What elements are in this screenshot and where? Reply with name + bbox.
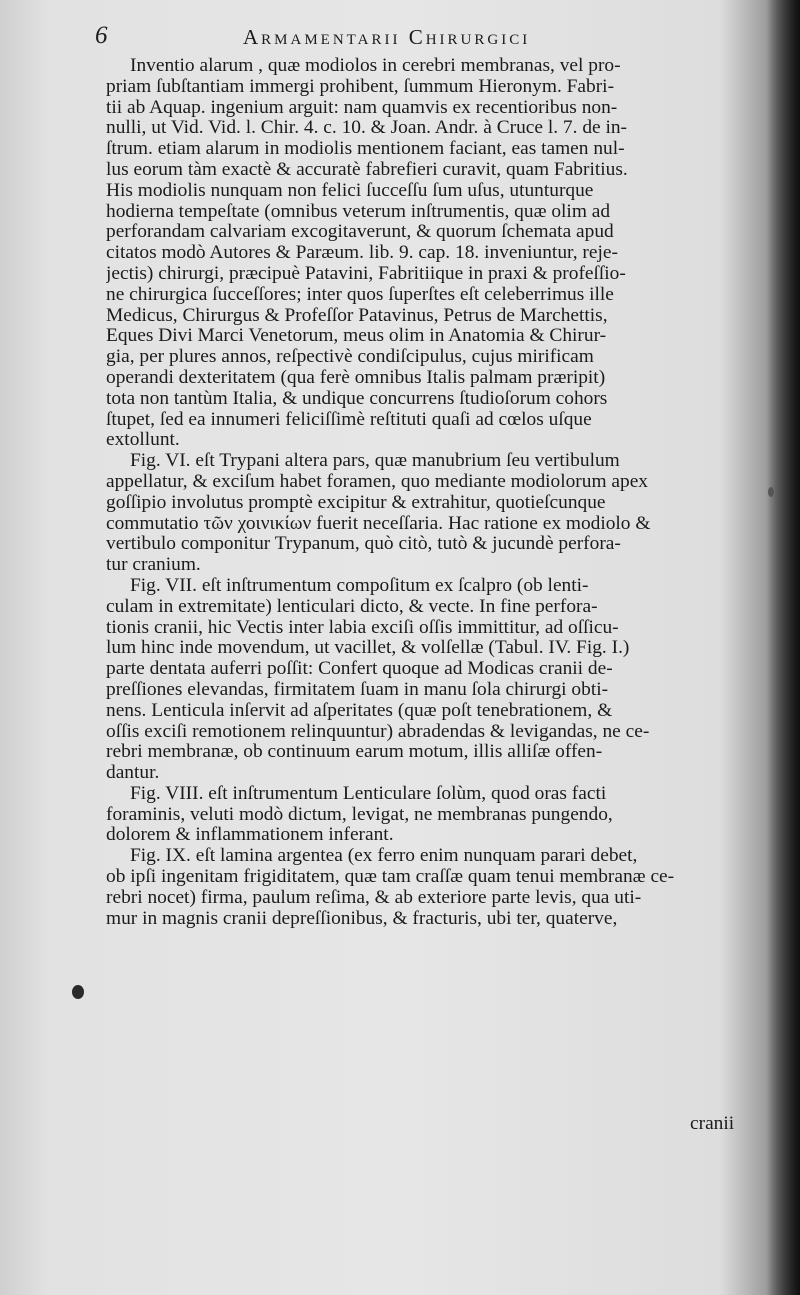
text-line: perforandam calvariam excogitaverunt, & quorum ſchemata apud xyxy=(106,222,614,243)
text-line: rebri nocet) firma, paulum reſima, & ab exteriore parte levis, qua uti- xyxy=(106,887,642,908)
ink-blot xyxy=(72,985,84,999)
text-line: tii ab Aquap. ingenium arguit: nam quamvis ex recentioribus non- xyxy=(106,97,618,118)
text-line: ob ipſi ingenitam frigiditatem, quæ tam craſſæ quam tenui membranæ ce- xyxy=(106,867,675,888)
text-line: Fig. VII. eſt inſtrumentum compoſitum ex ſcalpro (ob lenti- xyxy=(130,575,589,596)
page-number: 6 xyxy=(95,22,108,49)
text-line: Fig. IX. eſt lamina argentea (ex ferro enim nunquam parari debet, xyxy=(130,846,638,867)
text-line: Fig. VI. eſt Trypani altera pars, quæ manubrium ſeu vertibulum xyxy=(130,451,620,472)
text-line: parte dentata auferri poſſit: Confert quoque ad Modicas cranii de- xyxy=(106,659,613,680)
text-line: tota non tantùm Italia, & undique concurrens ſtudioſorum cohors xyxy=(106,388,608,409)
text-line: gia, per plures annos, reſpectivè condiſcipulus, cujus mirificam xyxy=(106,347,594,368)
text-line: Inventio alarum , quæ modiolos in cerebri membranas, vel pro- xyxy=(130,56,621,76)
text-line: priam ſubſtantiam immergi prohibent, ſummum Hieronym. Fabri- xyxy=(106,76,615,97)
text-line: ne chirurgica ſucceſſores; inter quos ſuperſtes eſt celeberrimus ille xyxy=(106,284,614,305)
text-line: nens. Lenticula inſervit ad aſperitates (quæ poſt tenebrationem, & xyxy=(106,700,613,721)
text-line: jectis) chirurgi, præcipuè Patavini, Fabritiique in praxi & profeſſio- xyxy=(106,263,626,284)
text-line: vertibulo componitur Trypanum, quò citò, tutò & jucundè perfora- xyxy=(106,534,621,555)
text-line: Fig. VIII. eſt inſtrumentum Lenticulare ſolùm, quod oras facti xyxy=(130,783,607,804)
text-line: hodierna tempeſtate (omnibus veterum inſtrumentis, quæ olim ad xyxy=(106,201,611,222)
text-line: Medicus, Chirurgus & Profeſſor Patavinus, Petrus de Marchettis, xyxy=(106,305,608,326)
text-line: oſſis exciſi remotionem relinquuntur) abradendas & levigandas, ne ce- xyxy=(106,721,650,742)
page-header xyxy=(95,22,745,56)
text-line: nulli, ut Vid. Vid. l. Chir. 4. c. 10. & Joan. Andr. à Cruce l. 7. de in- xyxy=(106,118,628,139)
text-line: ſtupet, ſed ea innumeri feliciſſimè reſtituti quaſi ad cœlos uſque xyxy=(106,409,592,430)
text-line: goſſipio involutus promptè excipitur & extrahitur, quotieſcunque xyxy=(106,492,606,513)
text-line: foraminis, veluti modò dictum, levigat, ne membranas pungendo, xyxy=(106,804,613,825)
text-line: dolorem & inflammationem inferant. xyxy=(106,825,394,846)
text-line: preſſiones elevandas, firmitatem ſuam in manu ſola chirurgi obti- xyxy=(106,679,609,700)
catchword: cranii xyxy=(690,1113,735,1134)
text-line: dantur. xyxy=(106,763,160,784)
text-line: appellatur, & exciſum habet foramen, quo mediante modiolorum apex xyxy=(106,471,648,492)
ink-blot xyxy=(768,487,774,497)
text-line: rebri membranæ, ob continuum earum motum, illis alliſæ offen- xyxy=(106,742,603,763)
text-line: citatos modò Autores & Paræum. lib. 9. cap. 18. inveniuntur, reje- xyxy=(106,243,618,264)
text-line: Eques Divi Marci Venetorum, meus olim in Anatomia & Chirur- xyxy=(106,326,607,347)
text-line: commutatio τῶν χοινικίων fuerit neceſſaria. Hac ratione ex modiolo & xyxy=(106,513,651,534)
page-gutter-shadow xyxy=(766,0,800,1295)
running-head: Armamentarii Chirurgici xyxy=(243,25,531,49)
text-line: lus eorum tàm exactè & accuratè fabrefieri curavit, quam Fabritius. xyxy=(106,159,628,180)
text-line: operandi dexteritatem (qua ferè omnibus Italis palmam præripit) xyxy=(106,367,606,388)
text-line: culam in extremitate) lenticulari dicto, & vecte. In fine perfora- xyxy=(106,596,598,617)
text-line: mur in magnis cranii depreſſionibus, & fracturis, ubi ter, quaterve, xyxy=(106,908,618,929)
text-line: extollunt. xyxy=(106,430,180,451)
text-line: tionis cranii, hic Vectis inter labia exciſi oſſis immittitur, ad oſſicu- xyxy=(106,617,619,638)
body-text xyxy=(106,56,752,929)
text-line: His modiolis nunquam non felici ſucceſſu ſum uſus, utunturque xyxy=(106,180,594,201)
text-line: ſtrum. etiam alarum in modiolis mentionem faciant, eas tamen nul- xyxy=(106,139,625,160)
text-line: tur cranium. xyxy=(106,555,201,576)
text-line: lum hinc inde movendum, ut vacillet, & volſellæ (Tabul. IV. Fig. I.) xyxy=(106,638,630,659)
